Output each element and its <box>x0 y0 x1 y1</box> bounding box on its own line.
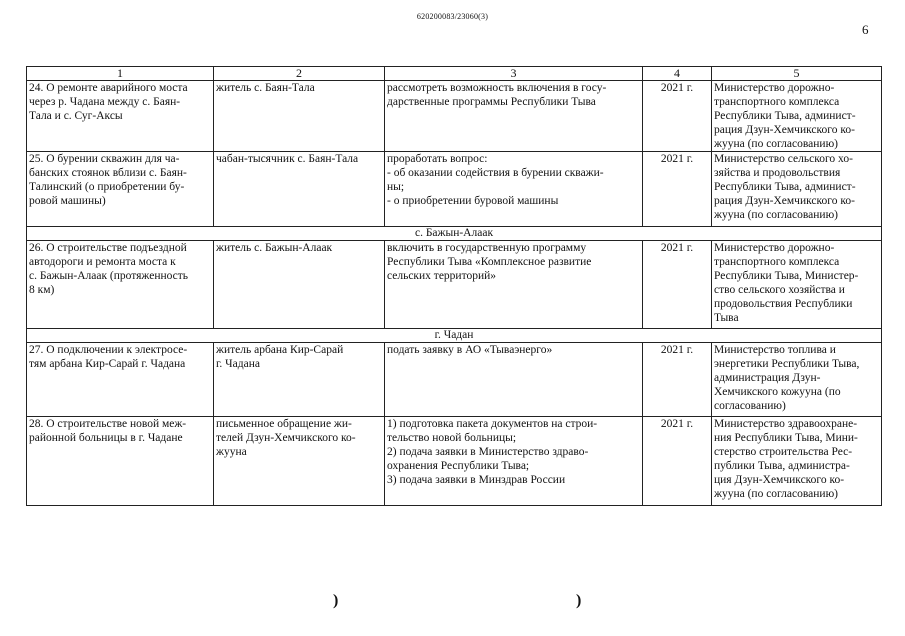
table-row-25 <box>27 152 882 227</box>
column-number-5: 5 <box>712 67 882 81</box>
responsible-line: публики Тыва, администра- <box>714 460 850 472</box>
table-row-26 <box>27 241 882 329</box>
responsible-line: транспортного комплекса <box>714 96 840 108</box>
responsible-line: Министерство топлива и <box>714 344 836 356</box>
issue-line: через р. Чадана между с. Баян- <box>29 96 181 108</box>
measures-table <box>26 66 882 506</box>
responsible-line: ния Республики Тыва, Мини- <box>714 432 858 444</box>
responsible-line: Тыва <box>714 312 739 324</box>
responsible-line: Республики Тыва, админист- <box>714 181 856 193</box>
table-header-row <box>27 67 882 81</box>
section-row <box>27 329 882 343</box>
responsible-cell <box>712 343 882 417</box>
issue-line: тям арбана Кир-Сарай г. Чадана <box>29 358 186 370</box>
initiator-line: письменное обращение жи- <box>216 418 352 430</box>
initiator-cell <box>214 81 385 152</box>
page-number: 6 <box>862 22 869 37</box>
issue-line: 27. О подключении к электросе- <box>29 344 188 356</box>
action-line: дарственные программы Республики Тыва <box>387 96 596 108</box>
action-cell <box>385 343 643 417</box>
issue-line: Тала и с. Суг-Аксы <box>29 110 123 122</box>
responsible-cell <box>712 241 882 329</box>
issue-line: ровой машины) <box>29 195 106 207</box>
responsible-line: транспортного комплекса <box>714 256 840 268</box>
responsible-line: администрация Дзун- <box>714 372 821 384</box>
responsible-line: Республики Тыва, админист- <box>714 110 856 122</box>
initiator-line: г. Чадана <box>216 358 260 370</box>
section-row <box>27 227 882 241</box>
responsible-line: зяйства и продовольствия <box>714 167 841 179</box>
column-number-1: 1 <box>27 67 214 81</box>
initiator-line: чабан-тысячник с. Баян-Тала <box>216 153 359 165</box>
column-number-3: 3 <box>385 67 643 81</box>
action-line: сельских территорий» <box>387 270 497 282</box>
issue-line: банских стоянок вблизи с. Баян- <box>29 167 187 179</box>
action-line: 2) подача заявки в Министерство здраво- <box>387 446 589 458</box>
responsible-line: рация Дзун-Хемчикского ко- <box>714 195 855 207</box>
responsible-cell <box>712 81 882 152</box>
initiator-line: жууна <box>216 446 247 458</box>
responsible-line: ство сельского хозяйства и <box>714 284 845 296</box>
action-cell <box>385 417 643 506</box>
action-line: ны; <box>387 181 405 193</box>
issue-cell <box>27 241 214 329</box>
initiator-cell <box>214 241 385 329</box>
issue-line: 25. О бурении скважин для ча- <box>29 153 180 165</box>
action-line: включить в государственную программу <box>387 242 587 254</box>
issue-line: с. Бажын-Алаак (протяженность <box>29 270 189 282</box>
initiator-line: житель арбана Кир-Сарай <box>216 344 344 356</box>
responsible-line: рация Дзун-Хемчикского ко- <box>714 124 855 136</box>
action-line: охранения Республики Тыва; <box>387 460 530 472</box>
issue-line: районной больницы в г. Чадане <box>29 432 183 444</box>
action-line: Республики Тыва «Комплексное развитие <box>387 256 592 268</box>
initiator-cell <box>214 152 385 227</box>
responsible-line: стерство строительства Рес- <box>714 446 853 458</box>
action-line: 3) подача заявки в Минздрав России <box>387 474 566 486</box>
responsible-line: продовольствия Республики <box>714 298 853 310</box>
responsible-line: согласованию) <box>714 400 786 412</box>
initiator-cell <box>214 417 385 506</box>
issue-cell <box>27 81 214 152</box>
deadline-cell: 2021 г. <box>643 241 712 329</box>
issue-line: автодороги и ремонта моста к <box>29 256 176 268</box>
issue-line: 28. О строительстве новой меж- <box>29 418 187 430</box>
deadline-cell: 2021 г. <box>643 81 712 152</box>
issue-cell <box>27 343 214 417</box>
action-line: проработать вопрос: <box>387 153 488 165</box>
column-number-2: 2 <box>214 67 385 81</box>
initiator-line: телей Дзун-Хемчикского ко- <box>216 432 356 444</box>
deadline-cell: 2021 г. <box>643 152 712 227</box>
action-cell <box>385 152 643 227</box>
issue-cell <box>27 152 214 227</box>
initiator-line: житель с. Бажын-Алаак <box>216 242 333 254</box>
section-title: г. Чадан <box>27 329 882 343</box>
scan-mark: ) <box>576 592 582 609</box>
responsible-line: Министерство дорожно- <box>714 242 835 254</box>
responsible-line: жууна (по согласованию) <box>714 138 838 150</box>
column-number-4: 4 <box>643 67 712 81</box>
table-row-28 <box>27 417 882 506</box>
initiator-cell <box>214 343 385 417</box>
responsible-line: Республики Тыва, Министер- <box>714 270 859 282</box>
action-line: - о приобретении буровой машины <box>387 195 559 207</box>
action-cell <box>385 81 643 152</box>
responsible-line: жууна (по согласованию) <box>714 209 838 221</box>
issue-line: 26. О строительстве подъездной <box>29 242 187 254</box>
responsible-line: энергетики Республики Тыва, <box>714 358 860 370</box>
deadline-cell: 2021 г. <box>643 417 712 506</box>
section-title: с. Бажын-Алаак <box>27 227 882 241</box>
initiator-line: житель с. Баян-Тала <box>216 82 315 94</box>
action-line: - об оказании содействия в бурении скважи- <box>387 167 604 179</box>
action-line: 1) подготовка пакета документов на строи- <box>387 418 598 430</box>
action-line: рассмотреть возможность включения в госу- <box>387 82 607 94</box>
responsible-cell <box>712 417 882 506</box>
document-code: 620200083/23060(3) <box>416 12 489 21</box>
issue-line: Талинский (о приобретении бу- <box>29 181 185 193</box>
responsible-line: Министерство здравоохране- <box>714 418 858 430</box>
issue-cell <box>27 417 214 506</box>
action-line: тельство новой больницы; <box>387 432 517 444</box>
responsible-cell <box>712 152 882 227</box>
responsible-line: Министерство дорожно- <box>714 82 835 94</box>
action-cell <box>385 241 643 329</box>
issue-line: 24. О ремонте аварийного моста <box>29 82 188 94</box>
scan-mark: ) <box>333 592 339 609</box>
responsible-line: ция Дзун-Хемчикского ко- <box>714 474 845 486</box>
responsible-line: Министерство сельского хо- <box>714 153 853 165</box>
table-row-27 <box>27 343 882 417</box>
responsible-line: жууна (по согласованию) <box>714 488 838 500</box>
action-line: подать заявку в АО «Тываэнерго» <box>387 344 553 356</box>
responsible-line: Хемчикского кожууна (по <box>714 386 841 398</box>
issue-line: 8 км) <box>29 284 55 296</box>
deadline-cell: 2021 г. <box>643 343 712 417</box>
table-row-24 <box>27 81 882 152</box>
